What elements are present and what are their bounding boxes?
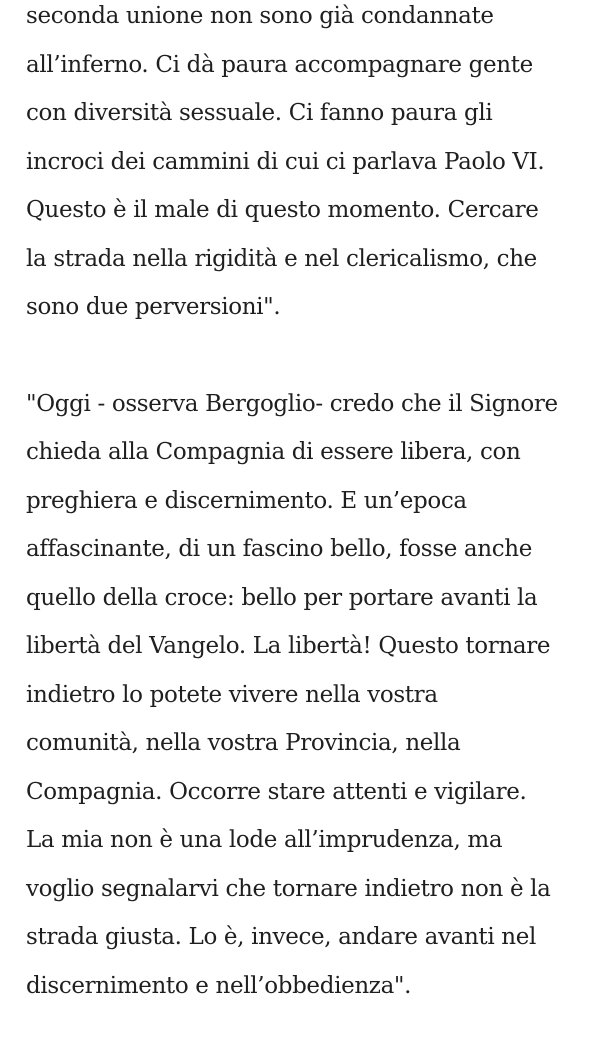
text-line: Compagnia. Occorre stare attenti e vigilare. [26, 778, 527, 805]
text-line: Questo è il male di questo momento. Cercare [26, 197, 539, 223]
text-line: voglio segnalarvi che tornare indietro non è la [26, 875, 551, 902]
text-line: seconda unione non sono già condannate [26, 3, 494, 29]
text-line: preghiera e discernimento. E un’epoca [26, 487, 467, 514]
text-line: discernimento e nell’obbedienza". [26, 972, 412, 999]
text-line: La mia non è una lode all’imprudenza, ma [26, 827, 503, 853]
text-line [26, 1010, 594, 1059]
text-line: indietro lo potete vivere nella vostra [26, 681, 438, 708]
text-line: comunità, nella vostra Provincia, nella [26, 730, 461, 756]
text-line: sono due perversioni". [26, 294, 281, 320]
paragraph [26, 380, 594, 1059]
text-line: affascinante, di un fascino bello, fosse anche [26, 536, 533, 562]
text-line: incroci dei cammini di cui ci parlava Paolo VI. [26, 148, 545, 175]
article-body [26, 0, 594, 1059]
text-line: chieda alla Compagnia di essere libera, con [26, 439, 521, 465]
paragraph [26, 0, 594, 332]
text-line: "Oggi - osserva Bergoglio- credo che il Signore [26, 390, 558, 417]
text-line: libertà del Vangelo. La libertà! Questo tornare [26, 633, 551, 659]
text-line: la strada nella rigidità e nel clericalismo, che [26, 245, 537, 272]
text-line: con diversità sessuale. Ci fanno paura gli [26, 100, 493, 126]
text-line: all’inferno. Ci dà paura accompagnare gente [26, 51, 533, 78]
text-line: quello della croce: bello per portare avanti la [26, 584, 538, 611]
text-line: strada giusta. Lo è, invece, andare avanti nel [26, 924, 537, 950]
